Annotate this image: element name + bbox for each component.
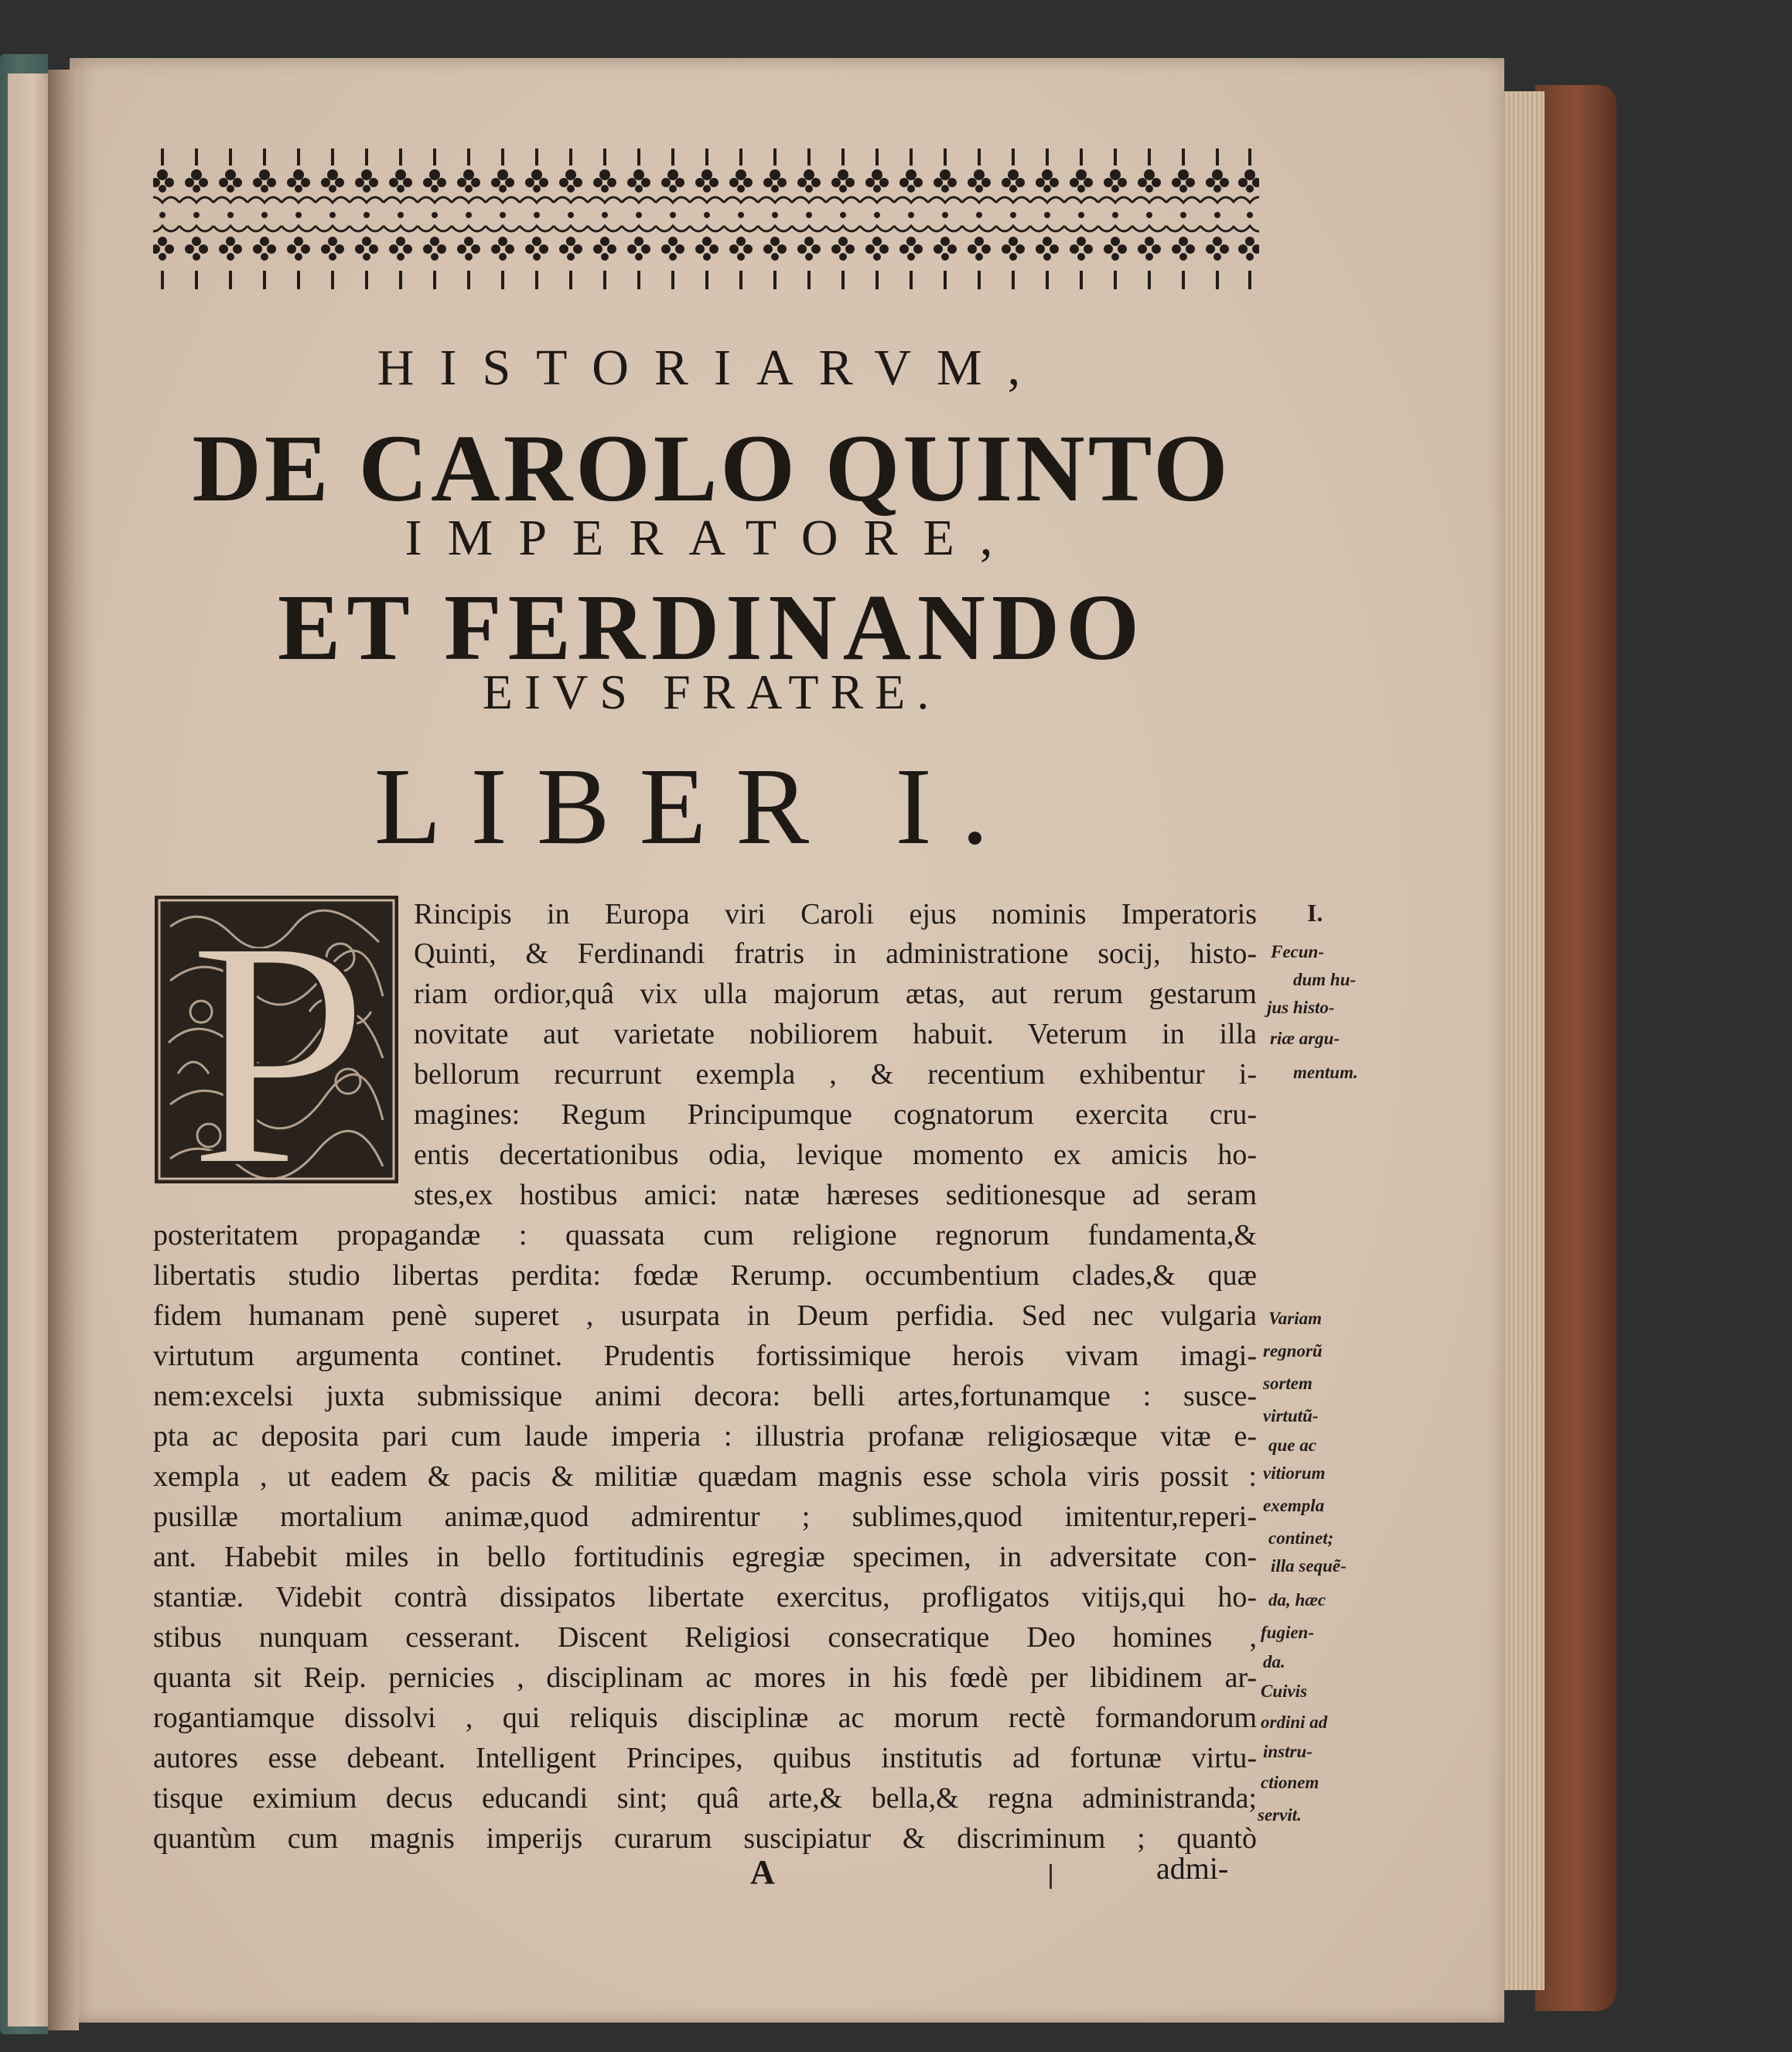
body-line-23: tisque eximium decus educandi sint; quâ arte,& bella,& regna administranda;: [153, 1782, 1257, 1815]
body-line-4: novitate aut varietate nobiliorem habuit. Veterum in illa: [414, 1018, 1257, 1050]
body-line-7: entis decertationibus odia, levique momento ex amicis ho-: [414, 1139, 1257, 1171]
margin-note-2-line-14: ordini ad: [1261, 1712, 1328, 1732]
gutter-shadow: [48, 70, 79, 2030]
body-line-1: Rincipis in Europa viri Caroli ejus nominis Imperatoris: [414, 898, 1257, 930]
body-line-18: stantiæ. Videbit contrà dissipatos libertate exercitus, profligatos vitijs,qui ho-: [153, 1581, 1257, 1613]
margin-note-2-line-6: vitiorum: [1263, 1463, 1326, 1483]
title-line-de-carolo-quinto: DE CAROLO QUINTO: [192, 415, 1231, 521]
margin-note-2-line-12: da.: [1263, 1652, 1285, 1671]
margin-note-2-line-17: servit.: [1258, 1805, 1302, 1825]
margin-note-2-line-15: instru-: [1263, 1742, 1312, 1761]
margin-note-2-line-7: exempla: [1263, 1496, 1325, 1515]
dropcap-letter: P: [188, 896, 369, 1183]
ornamental-headpiece: [153, 142, 1259, 298]
catchword: admi-: [1156, 1851, 1229, 1886]
margin-note-1-line-5: mentum.: [1293, 1063, 1358, 1082]
margin-note-2-line-10: da, hæc: [1268, 1590, 1326, 1610]
body-line-3: riam ordior,quâ vix ulla majorum ætas, aut rerum gestarum: [414, 978, 1257, 1010]
body-line-10: libertatis studio libertas perdita: fœdæ Rerump. occumbentium clades,& quæ: [153, 1259, 1257, 1292]
margin-note-2-line-1: Variam: [1268, 1309, 1323, 1328]
margin-note-2-line-16: ctionem: [1261, 1773, 1319, 1792]
title-line-historiarum: HISTORIARVM,: [377, 340, 1046, 396]
margin-note-1-line-2: dum hu-: [1293, 970, 1357, 989]
body-line-13: nem:excelsi juxta submissique animi decora: belli artes,fortunamque : susce-: [153, 1380, 1257, 1412]
stray-mark: [1050, 1864, 1052, 1889]
body-line-17: ant. Habebit miles in bello fortitudinis egregiæ specimen, in adversitate con-: [153, 1541, 1257, 1573]
body-line-21: rogantiamque dissolvi , qui reliquis disciplinæ ac morum rectè formandorum: [153, 1702, 1257, 1734]
book-heading: LIBER I.: [374, 745, 1019, 867]
margin-note-1-line-1: Fecun-: [1271, 942, 1324, 961]
margin-note-2-line-11: fugien-: [1261, 1623, 1314, 1642]
margin-note-1-line-4: riæ argu-: [1270, 1029, 1340, 1048]
body-line-8: stes,ex hostibus amici: natæ hæreses seditionesque ad seram: [414, 1179, 1257, 1211]
body-line-16: pusillæ mortalium animæ,quod admirentur ; sublimes,quod imitentur,reperi-: [153, 1501, 1257, 1533]
body-line-24: quantùm cum magnis imperijs curarum suscipiatur & discriminum ; quantò: [153, 1822, 1257, 1855]
margin-note-1-line-3: jus histo-: [1267, 998, 1335, 1017]
body-line-22: autores esse debeant. Intelligent Principes, quibus institutis ad fortunæ virtu-: [153, 1742, 1257, 1774]
body-line-12: virtutum argumenta continet. Prudentis fortissimique herois vivam imagi-: [153, 1340, 1257, 1372]
body-line-14: pta ac deposita pari cum laude imperia : illustria profanæ religiosæque vitæ e-: [153, 1420, 1257, 1453]
margin-note-2-line-4: virtutũ-: [1263, 1406, 1319, 1425]
margin-note-2-line-3: sortem: [1263, 1374, 1312, 1393]
body-line-11: fidem humanam penè superet , usurpata in Deum perfidia. Sed nec vulgaria: [153, 1299, 1257, 1332]
margin-note-2-line-13: Cuivis: [1261, 1682, 1308, 1701]
title-line-eius-fratre: EIVS FRATRE.: [482, 664, 941, 719]
title-line-imperatore: IMPERATORE,: [404, 510, 1019, 566]
body-line-2: Quinti, & Ferdinandi fratris in administratione socij, histo-: [414, 937, 1257, 970]
body-line-9: posteritatem propagandæ : quassata cum religione regnorum fundamenta,&: [153, 1219, 1257, 1251]
woodcut-initial-p: [155, 896, 398, 1183]
left-page-edge: [8, 73, 50, 2026]
body-line-19: stibus nunquam cesserant. Discent Religiosi consecratique Deo homines ,: [153, 1621, 1257, 1654]
margin-section-number: I.: [1307, 899, 1323, 927]
title-line-et-ferdinando: ET FERDINANDO: [278, 575, 1145, 680]
margin-note-2-line-2: regnorũ: [1263, 1341, 1323, 1361]
body-line-5: bellorum recurrunt exempla , & recentium exhibentur i-: [414, 1058, 1257, 1091]
signature-mark: A: [750, 1853, 775, 1891]
body-line-15: xempla , ut eadem & pacis & militiæ quædam magnis esse schola viris possit :: [153, 1460, 1257, 1493]
margin-note-2-line-9: illa sequẽ-: [1271, 1556, 1347, 1576]
body-line-20: quanta sit Reip. pernicies , disciplinam ac mores in his fœdè per libidinem ar-: [153, 1661, 1257, 1694]
margin-note-2-line-8: continet;: [1268, 1528, 1334, 1548]
right-cover-board: [1535, 85, 1616, 2011]
body-line-6: magines: Regum Principumque cognatorum exercita cru-: [414, 1098, 1257, 1131]
margin-note-2-line-5: que ac: [1268, 1436, 1316, 1455]
